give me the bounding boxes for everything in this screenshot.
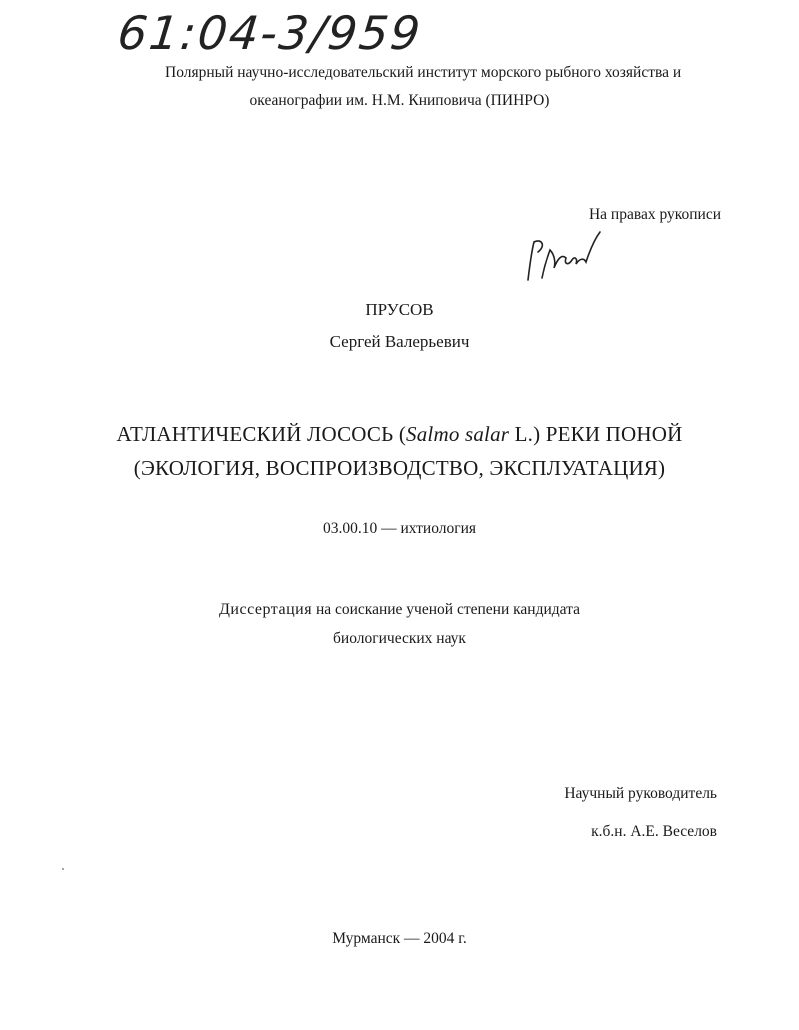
author-given-names: Сергей Валерьевич xyxy=(329,332,470,351)
scan-speck xyxy=(62,868,64,870)
institute-line-2: океанографии им. Н.М. Книповича (ПИНРО) xyxy=(249,92,550,109)
author-surname: ПРУСОВ xyxy=(365,300,434,319)
supervisor-label: Научный руководитель xyxy=(564,785,717,802)
title-prefix: АТЛАНТИЧЕСКИЙ ЛОСОСЬ ( xyxy=(116,422,407,446)
dissertation-line-2: биологических наук xyxy=(333,630,466,647)
institute-line-1: Полярный научно-исследовательский институт морского рыбного хозяйства и xyxy=(165,64,682,81)
city-year: Мурманск — 2004 г. xyxy=(332,930,467,947)
dissertation-line-1 xyxy=(0,601,799,619)
dissertation-rest: на соискание ученой степени кандидата xyxy=(312,601,580,618)
rights-note: На правах рукописи xyxy=(588,206,721,223)
thesis-title-line-1 xyxy=(0,422,799,447)
thesis-title-line-2: (ЭКОЛОГИЯ, ВОСПРОИЗВОДСТВО, ЭКСПЛУАТАЦИЯ) xyxy=(133,456,666,480)
supervisor-name: к.б.н. А.Е. Веселов xyxy=(591,823,717,840)
archive-number-text: 61:04-3/959 xyxy=(115,6,425,60)
author-signature xyxy=(520,228,610,293)
title-suffix: L.) РЕКИ ПОНОЙ xyxy=(509,422,683,446)
title-latin-name: Salmo salar xyxy=(406,422,510,446)
specialty-code: 03.00.10 — ихтиология xyxy=(322,520,477,537)
dissertation-word: Диссертация xyxy=(219,601,313,618)
archive-number xyxy=(115,6,424,60)
